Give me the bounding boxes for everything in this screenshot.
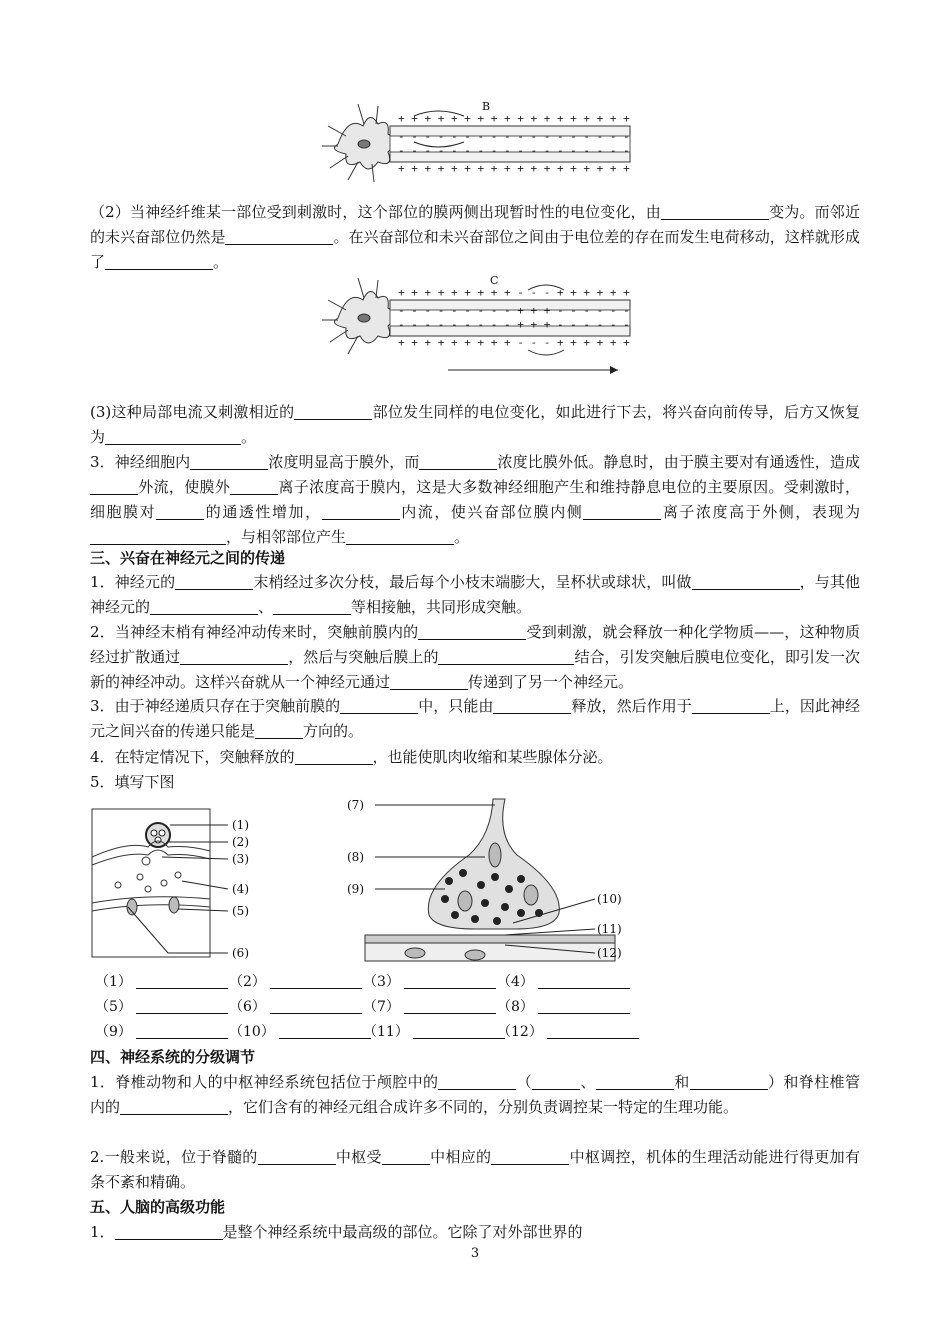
svg-text:- - - - - - - - - + + + - - -: - - - - - - - - - + + + - - - - - - bbox=[398, 318, 630, 331]
blank[interactable] bbox=[404, 972, 496, 989]
blank[interactable] bbox=[279, 1022, 371, 1039]
s3-question-5: 5．填写下图 bbox=[90, 773, 175, 791]
blank[interactable] bbox=[136, 972, 228, 989]
blank[interactable] bbox=[692, 697, 770, 714]
neuron-figure-c bbox=[318, 270, 638, 392]
svg-text:- - - - - - - - - - - - - - -: - - - - - - - - - - - - - - - - - - bbox=[398, 130, 630, 143]
blank[interactable] bbox=[273, 598, 351, 615]
blank[interactable] bbox=[583, 503, 661, 520]
s3-question-3: 3．由于神经递质只存在于突触前膜的 中，只能由 释放，然后作用于 上，因此神经元之间兴奋的传递只能是 方向的。 bbox=[90, 697, 860, 740]
s3-question-1: 1．神经元的 末梢经过多次分枝，最后每个小枝末端膨大，呈杯状或球状，叫做 ，与其他神经元的 、 等相接触，共同形成突触。 bbox=[90, 573, 860, 616]
svg-text:+ + + + + + + + + - - - + + +: + + + + + + + + + - - - + + + + + + bbox=[398, 336, 630, 349]
blank[interactable] bbox=[690, 1073, 768, 1090]
fig-label-11: (11) bbox=[597, 922, 622, 936]
neuron-figure-b bbox=[318, 96, 638, 188]
blank[interactable] bbox=[105, 428, 241, 445]
blank[interactable] bbox=[255, 722, 303, 739]
neuron-cell-body bbox=[322, 104, 394, 182]
blank[interactable] bbox=[538, 972, 630, 989]
blank[interactable] bbox=[294, 403, 372, 420]
answer-row-3: （9） （10） （11） （12） bbox=[95, 1022, 631, 1042]
paragraph-2: （2）当神经纤维某一部位受到刺激时，这个部位的膜两侧出现暂时性的电位变化，由 变为。而邻近的未兴奋部位仍然是 。在兴奋部位和未兴奋部位之间由于电位差的存在而发生电荷移动，这样就形成了 。 bbox=[90, 203, 860, 271]
blank[interactable] bbox=[136, 997, 228, 1014]
blank[interactable] bbox=[547, 1022, 639, 1039]
blank[interactable] bbox=[418, 623, 526, 640]
fig-label-10: (10) bbox=[597, 892, 622, 906]
fig-label-5: (5) bbox=[232, 904, 249, 918]
blank[interactable] bbox=[538, 997, 630, 1014]
synapse-figure-right bbox=[345, 795, 645, 970]
blank[interactable] bbox=[115, 1223, 223, 1240]
blank[interactable] bbox=[692, 573, 800, 590]
section-3-title: 三、兴奋在神经元之间的传递 bbox=[90, 549, 286, 567]
blank[interactable] bbox=[532, 1073, 580, 1090]
figure-c-label: C bbox=[490, 274, 499, 287]
blank[interactable] bbox=[661, 203, 769, 220]
fig-label-4: (4) bbox=[232, 882, 249, 896]
blank[interactable] bbox=[596, 1073, 674, 1090]
blank[interactable] bbox=[156, 503, 204, 520]
blank[interactable] bbox=[493, 697, 571, 714]
blank[interactable] bbox=[322, 503, 400, 520]
svg-text:- - - - - - - - - - - - - - -: - - - - - - - - - - - - - - - - - - bbox=[398, 144, 630, 157]
svg-text:+ + + + + + + + + + + + + + +: + + + + + + + + + + + + + + + + + + bbox=[398, 112, 630, 125]
s5-question-1: 1． 是整个神经系统中最高级的部位。它除了对外部世界的 bbox=[90, 1223, 583, 1241]
svg-text:+ + + + + + + + + - - - + + +: + + + + + + + + + - - - + + + + + + bbox=[398, 286, 630, 299]
fig-label-3: (3) bbox=[232, 852, 249, 866]
s3-question-4: 4．在特定情况下，突触释放的 ，也能使肌肉收缩和某些腺体分泌。 bbox=[90, 748, 613, 766]
blank[interactable] bbox=[413, 1022, 505, 1039]
blank[interactable] bbox=[419, 453, 497, 470]
fig-label-6: (6) bbox=[232, 946, 249, 960]
blank[interactable] bbox=[270, 972, 362, 989]
blank[interactable] bbox=[295, 748, 373, 765]
fig-label-12: (12) bbox=[597, 946, 622, 960]
blank[interactable] bbox=[258, 1148, 336, 1165]
question-3: 3．神经细胞内 浓度明显高于膜外，而 浓度比膜外低。静息时，由于膜主要对有通透性，造成外流，使膜外 离子浓度高于膜内，这是大多数神经细胞产生和维持静息电位的主要原因。受刺激时，细胞膜对 的通透性增加， 内流，使兴奋部位膜内侧 离子浓度高于外侧，表现为，与相邻部位产生 。 bbox=[90, 453, 860, 546]
blank[interactable] bbox=[230, 478, 278, 495]
page-number: 3 bbox=[470, 1246, 480, 1261]
blank[interactable] bbox=[438, 1073, 516, 1090]
blank[interactable] bbox=[390, 673, 468, 690]
blank[interactable] bbox=[270, 997, 362, 1014]
blank[interactable] bbox=[90, 478, 138, 495]
fig-label-2: (2) bbox=[232, 835, 249, 849]
blank[interactable] bbox=[120, 1098, 228, 1115]
blank[interactable] bbox=[150, 598, 258, 615]
figure-b-label: B bbox=[482, 100, 491, 113]
blank[interactable] bbox=[175, 573, 253, 590]
fig-label-8: (8) bbox=[347, 850, 364, 864]
synapse-figure-left bbox=[88, 805, 278, 965]
blank[interactable] bbox=[382, 1148, 430, 1165]
blank[interactable] bbox=[404, 997, 496, 1014]
fig-label-7: (7) bbox=[347, 798, 364, 812]
blank[interactable] bbox=[136, 1022, 228, 1039]
blank[interactable] bbox=[225, 228, 333, 245]
blank[interactable] bbox=[190, 453, 268, 470]
blank[interactable] bbox=[105, 253, 213, 270]
blank[interactable] bbox=[491, 1148, 569, 1165]
section-4-title: 四、神经系统的分级调节 bbox=[90, 1048, 256, 1066]
blank[interactable] bbox=[438, 648, 574, 665]
fig-label-1: (1) bbox=[232, 818, 249, 832]
svg-text:+ + + + + + + + + + + + + + +: + + + + + + + + + + + + + + + + + + bbox=[398, 162, 630, 175]
blank[interactable] bbox=[180, 648, 288, 665]
s4-question-2: 2.一般来说，位于脊髓的 中枢受 中相应的 中枢调控，机体的生理活动能进行得更加有条不紊和精确。 bbox=[90, 1148, 860, 1191]
section-5-title: 五、人脑的高级功能 bbox=[90, 1198, 226, 1216]
blank[interactable] bbox=[340, 697, 418, 714]
blank[interactable] bbox=[90, 528, 226, 545]
svg-text:- - - - - - - - - + + + - - -: - - - - - - - - - + + + - - - - - - bbox=[398, 304, 630, 317]
s4-question-1: 1．脊椎动物和人的中枢神经系统包括位于颅腔中的 （ 、 和 ）和脊柱椎管内的 ，它们含有的神经元组合成许多不同的，分别负责调控某一特定的生理功能。 bbox=[90, 1073, 860, 1116]
answer-row-2: （5） （6） （7） （8） bbox=[95, 997, 631, 1017]
answer-row-1: （1） （2） （3） （4） bbox=[95, 972, 631, 992]
s3-question-2: 2．当神经末梢有神经冲动传来时，突触前膜内的 受到刺激，就会释放一种化学物质——，这种物质经过扩散通过 ，然后与突触后膜上的 结合，引发突触后膜电位变化，即引发一次新的神经冲动。这样兴奋就从一个神经元通过 传递到了另一个神经元。 bbox=[90, 623, 860, 691]
blank[interactable] bbox=[346, 528, 454, 545]
paragraph-3: (3)这种局部电流又刺激相近的 部位发生同样的电位变化，如此进行下去，将兴奋向前传导，后方又恢复为 。 bbox=[90, 403, 860, 446]
fig-label-9: (9) bbox=[347, 882, 364, 896]
